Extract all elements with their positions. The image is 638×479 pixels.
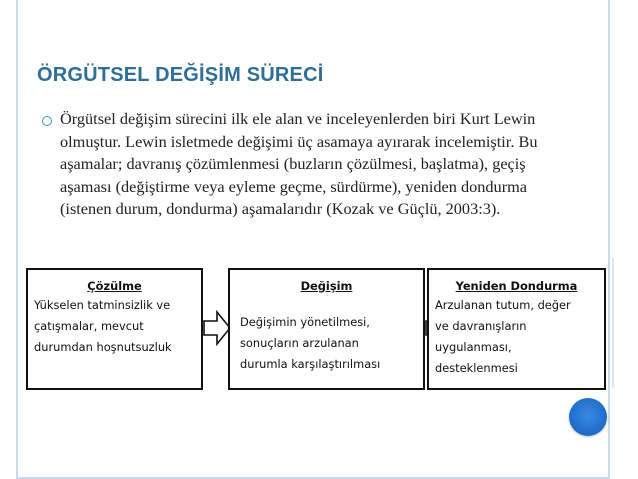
box-line: durumdan hoşnutsuzluk xyxy=(34,340,172,354)
arrow-right-icon xyxy=(203,308,231,348)
diagram-box-degisim xyxy=(228,268,425,390)
lewin-diagram xyxy=(26,262,608,402)
diagram-box-cozulme xyxy=(26,268,203,390)
box-title: Değişim xyxy=(300,279,353,293)
frame-left-line xyxy=(16,0,18,479)
slide-title: ÖRGÜTSEL DEĞİŞİM SÜRECİ xyxy=(37,64,324,86)
divider-line xyxy=(612,258,614,388)
bullet-circle-icon xyxy=(42,116,52,126)
box-line: durumla karşılaştırılması xyxy=(240,357,381,371)
box-line: ve davranışların xyxy=(435,319,527,333)
box-body xyxy=(240,312,419,375)
box-line: Değişimin yönetilmesi, xyxy=(240,315,370,329)
box-title: Yeniden Dondurma xyxy=(455,279,578,293)
box-line: uygulanması, xyxy=(435,340,512,354)
box-line: desteklenmesi xyxy=(435,361,518,375)
bullet-text: Örgütsel değişim sürecini ilk ele alan ve inceleyenlerden biri Kurt Lewin olmuştur. Lewin isletmede değişimi üç asamaya ayırarak incelemiştir. Bu aşamalar; davranış çözümlenmesi (buzların çözülmesi, başlatma), geçiş aşaması (değiştirme veya eyleme geçme, sürdürme), yeniden dondurma (istenen durum, dondurma) aşamalarıdır (Kozak ve Güçlü, 2003:3). xyxy=(60,109,538,218)
box-line: çatışmalar, mevcut xyxy=(34,319,144,333)
box-title: Çözülme xyxy=(87,279,142,293)
box-line: Yükselen tatminsizlik ve xyxy=(34,298,171,312)
nav-circle-icon[interactable] xyxy=(569,398,607,436)
box-body xyxy=(435,295,600,379)
diagram-box-yeniden-dondurma xyxy=(427,268,606,390)
frame-right-line xyxy=(608,0,610,479)
box-body xyxy=(34,295,197,358)
box-line: Arzulanan tutum, değer xyxy=(435,298,571,312)
box-line: sonuçların arzulanan xyxy=(240,336,359,350)
